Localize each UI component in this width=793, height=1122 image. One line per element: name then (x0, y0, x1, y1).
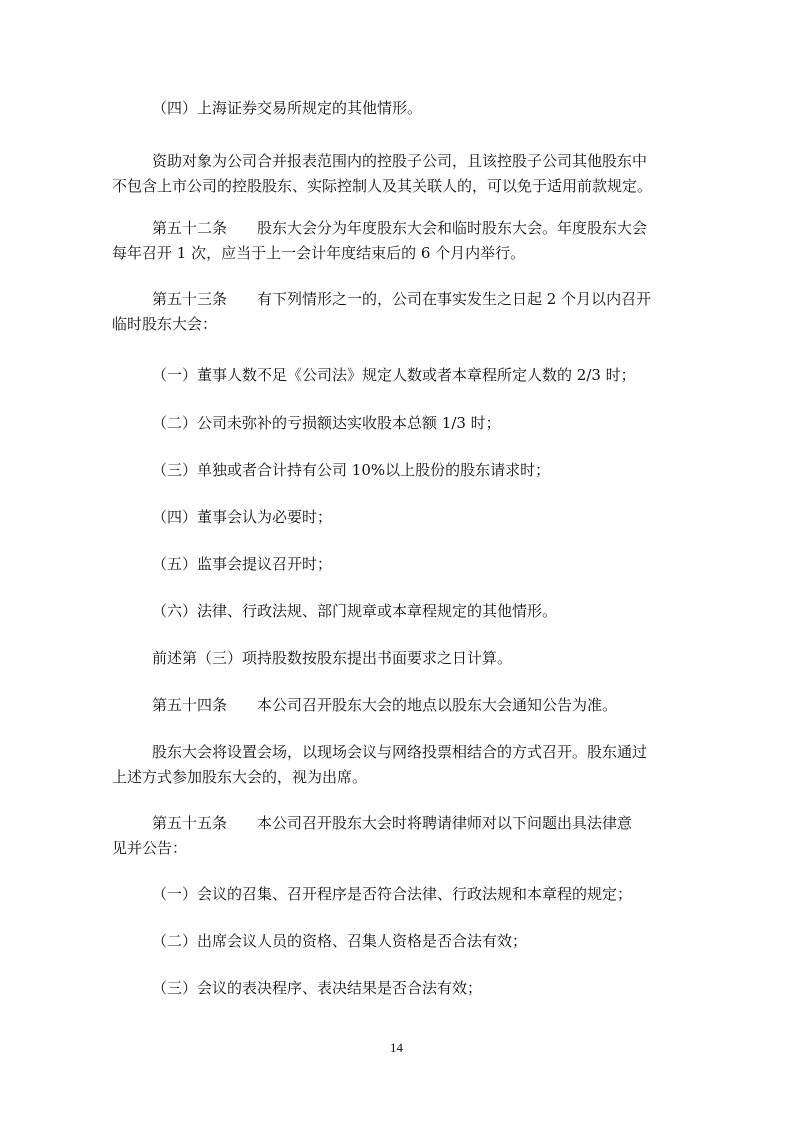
article-55 (152, 812, 632, 834)
list-item: （一）会议的召集、召开程序是否符合法律、行政法规和本章程的规定； (152, 885, 633, 903)
list-item: （五）监事会提议召开时； (152, 555, 333, 573)
paragraph-line: 股东大会将设置会场，以现场会议与网络投票相结合的方式召开。股东通过 (152, 743, 648, 761)
article-text: 本公司召开股东大会的地点以股东大会通知公告为准。 (257, 696, 618, 714)
article-label: 第五十四条 (152, 696, 228, 714)
paragraph-line: 上述方式参加股东大会的，视为出席。 (112, 768, 368, 786)
list-item: （三）会议的表决程序、表决结果是否合法有效； (152, 979, 483, 997)
list-item: （二）出席会议人员的资格、召集人资格是否合法有效； (152, 932, 528, 950)
paragraph-line: 前述第（三）项持股数按股东提出书面要求之日计算。 (152, 649, 513, 667)
article-text: 本公司召开股东大会时将聘请律师对以下问题出具法律意 (257, 814, 633, 832)
clause-4-sse-other: （四）上海证券交易所规定的其他情形。 (152, 99, 423, 117)
list-item: （二）公司未弥补的亏损额达实收股本总额 1/3 时； (152, 414, 501, 432)
article-label: 第五十二条 (152, 219, 228, 237)
article-52 (152, 217, 647, 239)
list-item: （一）董事人数不足《公司法》规定人数或者本章程所定人数的 2/3 时； (152, 366, 636, 384)
article-text: 股东大会分为年度股东大会和临时股东大会。年度股东大会 (257, 219, 648, 237)
paragraph-line: 资助对象为公司合并报表范围内的控股子公司，且该控股子公司其他股东中 (152, 152, 648, 170)
list-item: （六）法律、行政法规、部门规章或本章程规定的其他情形。 (152, 602, 558, 620)
article-label: 第五十五条 (152, 814, 228, 832)
paragraph-line: 不包含上市公司的控股股东、实际控制人及其关联人的，可以免于适用前款规定。 (112, 177, 653, 195)
list-item: （四）董事会认为必要时； (152, 508, 333, 526)
paragraph-line: 每年召开 1 次，应当于上一会计年度结束后的 6 个月内举行。 (112, 244, 526, 262)
page-number: 14 (390, 1040, 403, 1055)
article-53 (152, 288, 651, 310)
article-label: 第五十三条 (152, 290, 228, 308)
article-text: 有下列情形之一的，公司在事实发生之日起 2 个月以内召开 (257, 290, 652, 308)
paragraph-line: 临时股东大会： (112, 315, 218, 333)
article-54 (152, 694, 617, 716)
list-item: （三）单独或者合计持有公司 10%以上股份的股东请求时； (152, 461, 551, 479)
paragraph-line: 见并公告： (112, 839, 188, 857)
